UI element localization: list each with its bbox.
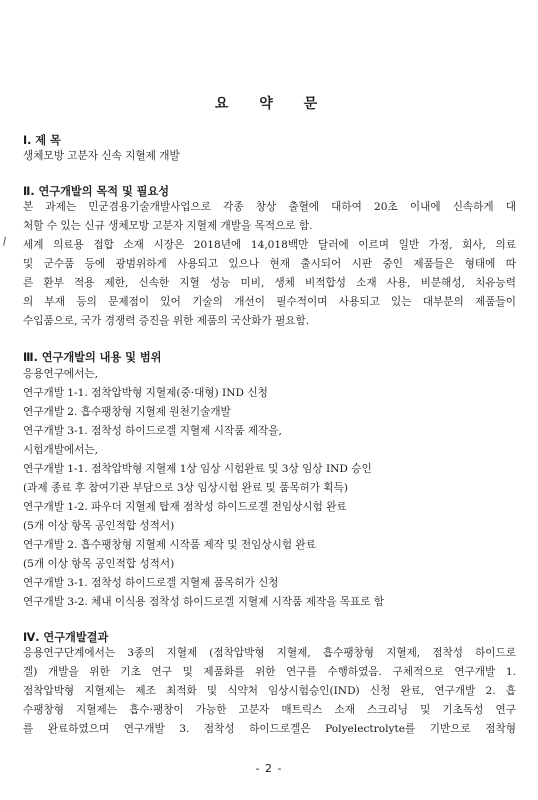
section-line: 를 완료하였으며 연구개발 3. 점착성 하이드로겔은 Polyelectrolyte를 기반으로 점착형 bbox=[23, 723, 516, 735]
section-line: 의 부재 등의 문제점이 있어 기술의 개선이 필수적이며 사용되고 있는 대부분의 제품들이 bbox=[23, 296, 516, 308]
section-line: 연구개발 2. 흡수팽창형 지혈제 시작품 제작 및 전임상시험 완료 bbox=[23, 539, 316, 551]
section-line: 응용연구에서는, bbox=[23, 368, 99, 380]
page-title: 요 약 문 bbox=[214, 96, 324, 112]
section-line: 연구개발 1-1. 점착압박형 지혈제 1상 임상 시험완료 및 3상 임상 IND 승인 bbox=[23, 463, 372, 475]
section-heading-scope: Ⅲ. 연구개발의 내용 및 범위 bbox=[23, 351, 162, 364]
section-line: 본 과제는 민군겸용기술개발사업으로 각종 창상 출혈에 대하여 20초 이내에 신속하게 대 bbox=[23, 201, 516, 213]
section-line: 연구개발 3-1. 점착성 하이드로겔 지혈제 시작품 제작을, bbox=[23, 425, 282, 437]
section-line: 시험개발에서는, bbox=[23, 444, 99, 456]
section-heading-purpose: Ⅱ. 연구개발의 목적 및 필요성 bbox=[23, 185, 170, 198]
section-line: (5개 이상 항목 공인적합 성적서) bbox=[23, 520, 175, 532]
section-line: (5개 이상 항목 공인적합 성적서) bbox=[23, 558, 175, 570]
section-line: 수입품으로, 국가 경쟁력 증진을 위한 제품의 국산화가 필요함. bbox=[23, 315, 310, 327]
section-line: (과제 종료 후 참여기관 부담으로 3상 임상시험 완료 및 품목허가 획득) bbox=[23, 482, 348, 494]
section-line: 연구개발 1-1. 점착압박형 지혈제(중·대형) IND 신청 bbox=[23, 387, 268, 399]
section-heading-title: Ⅰ. 제 목 bbox=[23, 134, 61, 147]
section-line: 연구개발 2. 흡수팽창형 지혈제 원천기술개발 bbox=[23, 406, 231, 418]
section-line: 응용연구단계에서는 3종의 지혈제 (점착압박형 지혈제, 흡수팽창형 지혈제, 점착성 하이드로 bbox=[23, 647, 516, 659]
section-line: 연구개발 3-1. 점착성 하이드로겔 지혈제 품목허가 신청 bbox=[23, 577, 279, 589]
section-line: 및 군수품 등에 광범위하게 사용되고 있으나 현재 출시되어 시판 중인 제품들은 형태에 따 bbox=[23, 258, 516, 270]
section-line: 겔) 개발을 위한 기초 연구 및 제품화를 위한 연구를 수행하였음. 구체적으로 연구개발 1. bbox=[23, 666, 516, 678]
section-line: 른 환부 적용 제한, 신속한 지혈 성능 미비, 생체 비적합성 소재 사용, 비분해성, 치유능력 bbox=[23, 277, 516, 289]
section-line: 생체모방 고분자 신속 지혈제 개발 bbox=[23, 150, 180, 162]
section-line: 연구개발 1-2. 파우더 지혈제 탑재 점착성 하이드로겔 전임상시험 완료 bbox=[23, 501, 347, 513]
section-line: 수팽창형 지혈제는 흡수·팽창이 가능한 고분자 매트릭스 소재 스크리닝 및 기초독성 연구 bbox=[23, 704, 516, 716]
section-heading-results: Ⅳ. 연구개발결과 bbox=[23, 631, 109, 644]
section-line: 처할 수 있는 신규 생체모방 고분자 지혈제 개발을 목적으로 함. bbox=[23, 220, 313, 232]
margin-mark bbox=[3, 237, 9, 247]
page-number: - 2 - bbox=[255, 762, 283, 775]
section-line: 연구개발 3-2. 체내 이식용 점착성 하이드로겔 지혈제 시작품 제작을 목표로 함 bbox=[23, 596, 385, 608]
section-line: 점착압박형 지혈제는 제조 최적화 및 식약처 임상시험승인(IND) 신청 완료, 연구개발 2. 흡 bbox=[23, 685, 516, 697]
section-line: 세계 의료용 접합 소재 시장은 2018년에 14,018백만 달러에 이르며 일반 가정, 회사, 의료 bbox=[23, 239, 516, 251]
